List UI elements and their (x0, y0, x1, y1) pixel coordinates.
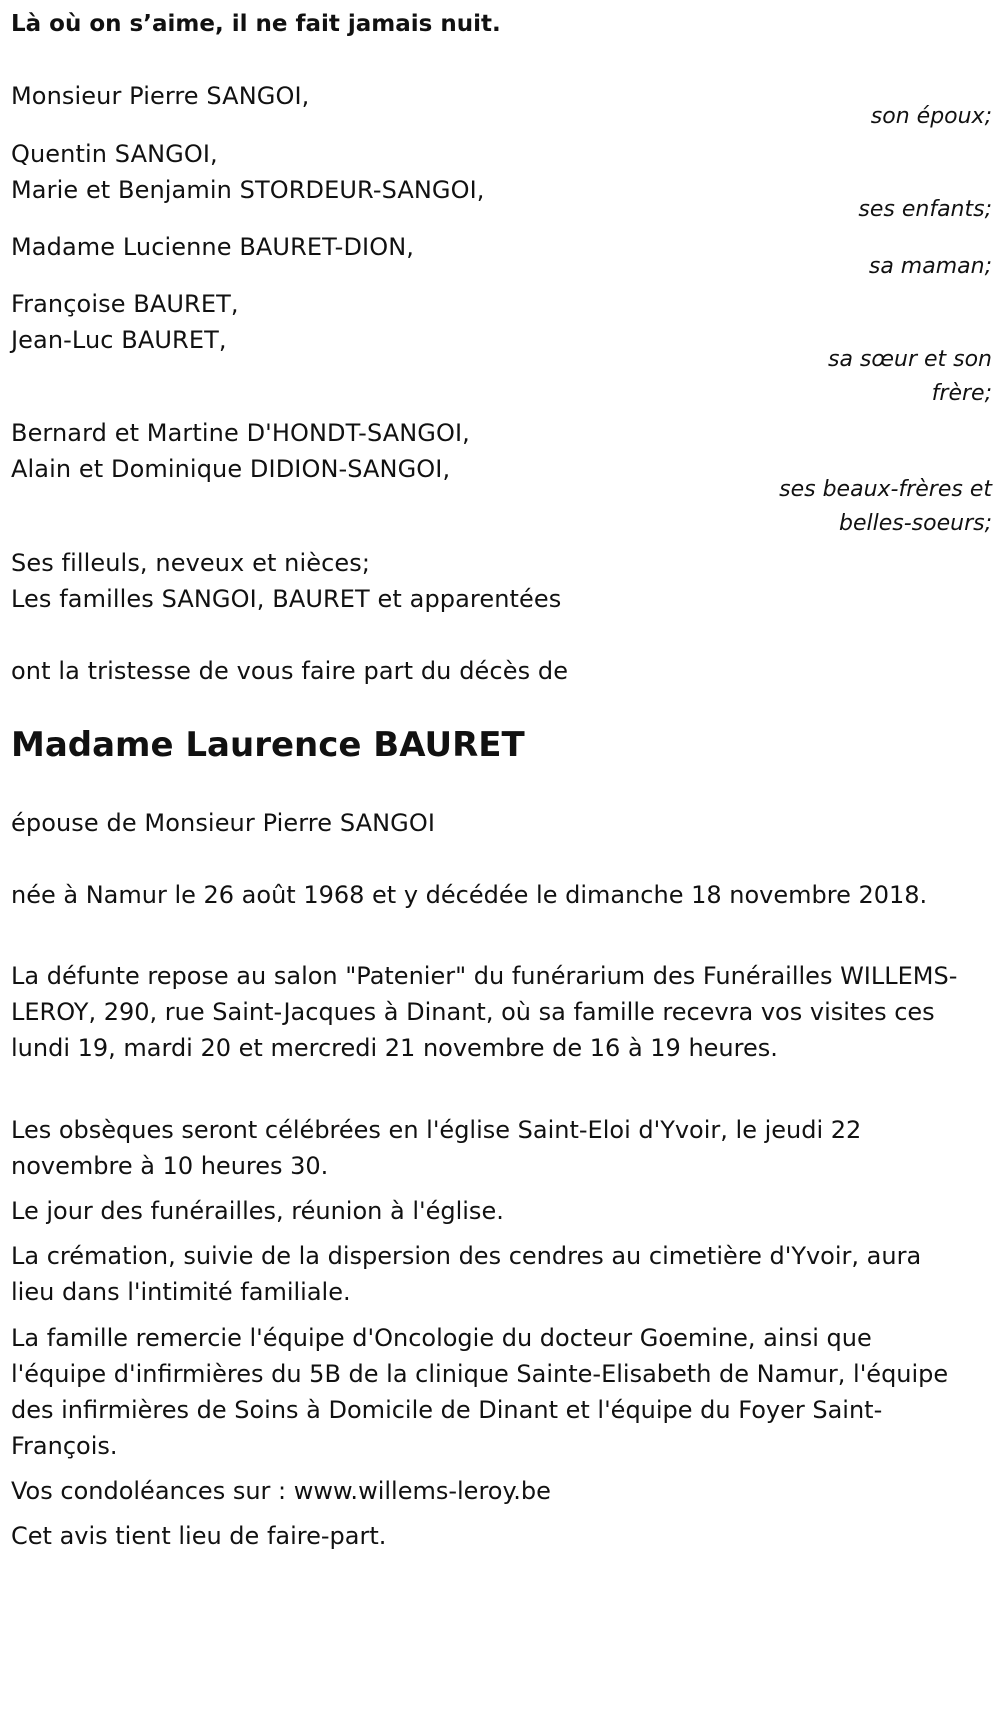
relation-mother: sa maman; (868, 254, 992, 279)
family-name-inlaw-1: Bernard et Martine D'HONDT-SANGOI, (11, 419, 470, 447)
opening-quote: Là où on s’aime, il ne fait jamais nuit. (11, 11, 501, 37)
relation-inlaws: ses beaux-frères et belles-soeurs; (779, 477, 992, 536)
deceased-name: Madame Laurence BAURET (11, 725, 525, 765)
paragraph-funeral: Les obsèques seront célébrées en l'église Saint-Eloi d'Yvoir, le jeudi 22 novembre à 10 heures 30. (11, 1116, 862, 1180)
family-name-inlaw-2: Alain et Dominique DIDION-SANGOI, (11, 455, 451, 483)
paragraph-visitation: La défunte repose au salon "Patenier" du funérarium des Funérailles WILLEMS-LEROY, 290, rue Saint-Jacques à Dinant, où sa famille recevra vos visites ces lundi 19, mardi 20 et mercredi 21 novembre de 16 à 19 heures. (11, 962, 958, 1062)
relation-children: ses enfants; (858, 197, 992, 222)
paragraph-closing: Cet avis tient lieu de faire-part. (11, 1522, 387, 1550)
others-line-1: Ses filleuls, neveux et nièces; (11, 549, 371, 577)
paragraph-condolences: Vos condoléances sur : www.willems-leroy.be (11, 1477, 551, 1505)
family-name-sibling-2: Jean-Luc BAURET, (11, 326, 227, 354)
paragraph-cremation: La crémation, suivie de la dispersion des cendres au cimetière d'Yvoir, aura lieu dans l'intimité familiale. (11, 1242, 922, 1306)
relation-spouse: son époux; (870, 104, 992, 129)
paragraph-birth-death: née à Namur le 26 août 1968 et y décédée le dimanche 18 novembre 2018. (11, 881, 928, 909)
paragraph-meeting: Le jour des funérailles, réunion à l'église. (11, 1197, 504, 1225)
family-name-mother: Madame Lucienne BAURET-DION, (11, 233, 414, 261)
announcement: ont la tristesse de vous faire part du décès de (11, 657, 569, 685)
family-name-sibling-1: Françoise BAURET, (11, 290, 239, 318)
paragraph-thanks: La famille remercie l'équipe d'Oncologie du docteur Goemine, ainsi que l'équipe d'infirmières du 5B de la clinique Sainte-Elisabeth de Namur, l'équipe des infirmières de Soins à Domicile de Dinant et l'équipe du Foyer Saint-François. (11, 1324, 949, 1460)
others-line-2: Les familles SANGOI, BAURET et apparentées (11, 585, 562, 613)
spouse-line: épouse de Monsieur Pierre SANGOI (11, 809, 436, 837)
family-name-child-2: Marie et Benjamin STORDEUR-SANGOI, (11, 176, 485, 204)
relation-siblings: sa sœur et son frère; (827, 347, 992, 406)
family-name-child-1: Quentin SANGOI, (11, 140, 218, 168)
family-name-spouse: Monsieur Pierre SANGOI, (11, 82, 310, 110)
